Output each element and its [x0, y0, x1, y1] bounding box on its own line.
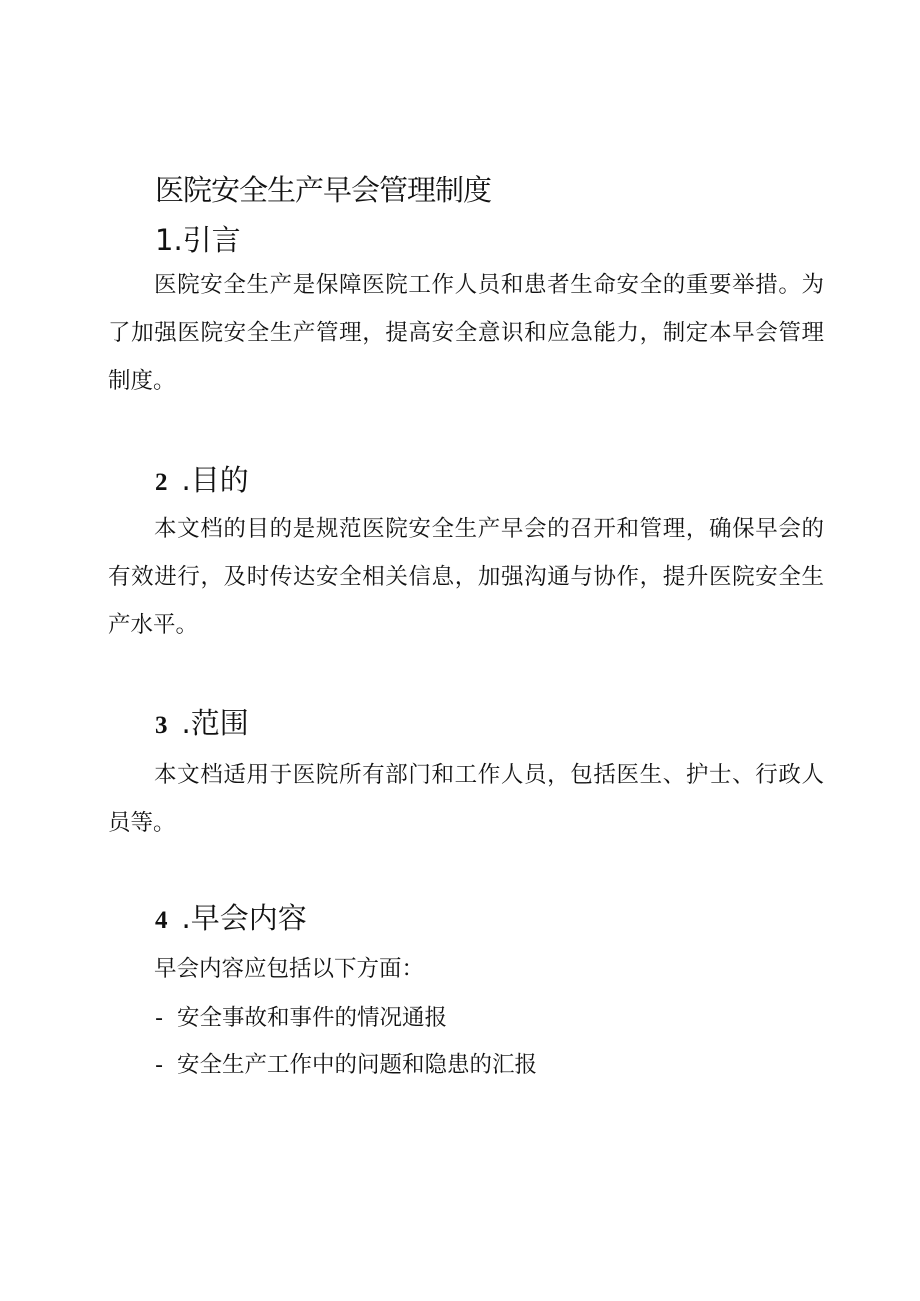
- section-4-paragraph: 早会内容应包括以下方面：: [154, 956, 425, 982]
- section-3-paragraph: 本文档适用于医院所有部门和工作人员，包括医生、护士、行政人员等。: [108, 762, 824, 836]
- section-3-title: .范围: [181, 706, 249, 740]
- section-3-number: 3: [155, 712, 168, 739]
- section-2-heading: [155, 460, 249, 503]
- section-4-number: 4: [155, 907, 168, 934]
- list-dash: -: [155, 1052, 164, 1078]
- section-1-title: 引言: [182, 223, 241, 257]
- section-1-heading: [155, 220, 241, 260]
- section-1-number: 1.: [155, 223, 183, 257]
- section-2-title: .目的: [181, 463, 249, 497]
- section-2-number: 2: [155, 469, 168, 496]
- list-item: [155, 1045, 537, 1085]
- section-4-heading: [155, 898, 307, 941]
- document-title: 医院安全生产早会管理制度: [155, 173, 492, 207]
- list-item-text: 安全生产工作中的问题和隐患的汇报: [177, 1052, 538, 1078]
- list-dash: -: [155, 1005, 164, 1031]
- section-2-paragraph: 本文档的目的是规范医院安全生产早会的召开和管理，确保早会的有效进行，及时传达安全相关信息，加强沟通与协作，提升医院安全生产水平。: [108, 516, 824, 638]
- section-3-heading: [155, 703, 249, 746]
- list-item-text: 安全事故和事件的情况通报: [177, 1005, 448, 1031]
- list-item: [155, 998, 447, 1038]
- section-4-title: .早会内容: [181, 901, 307, 935]
- section-1-paragraph: 医院安全生产是保障医院工作人员和患者生命安全的重要举措。为了加强医院安全生产管理，提高安全意识和应急能力，制定本早会管理制度。: [108, 272, 824, 394]
